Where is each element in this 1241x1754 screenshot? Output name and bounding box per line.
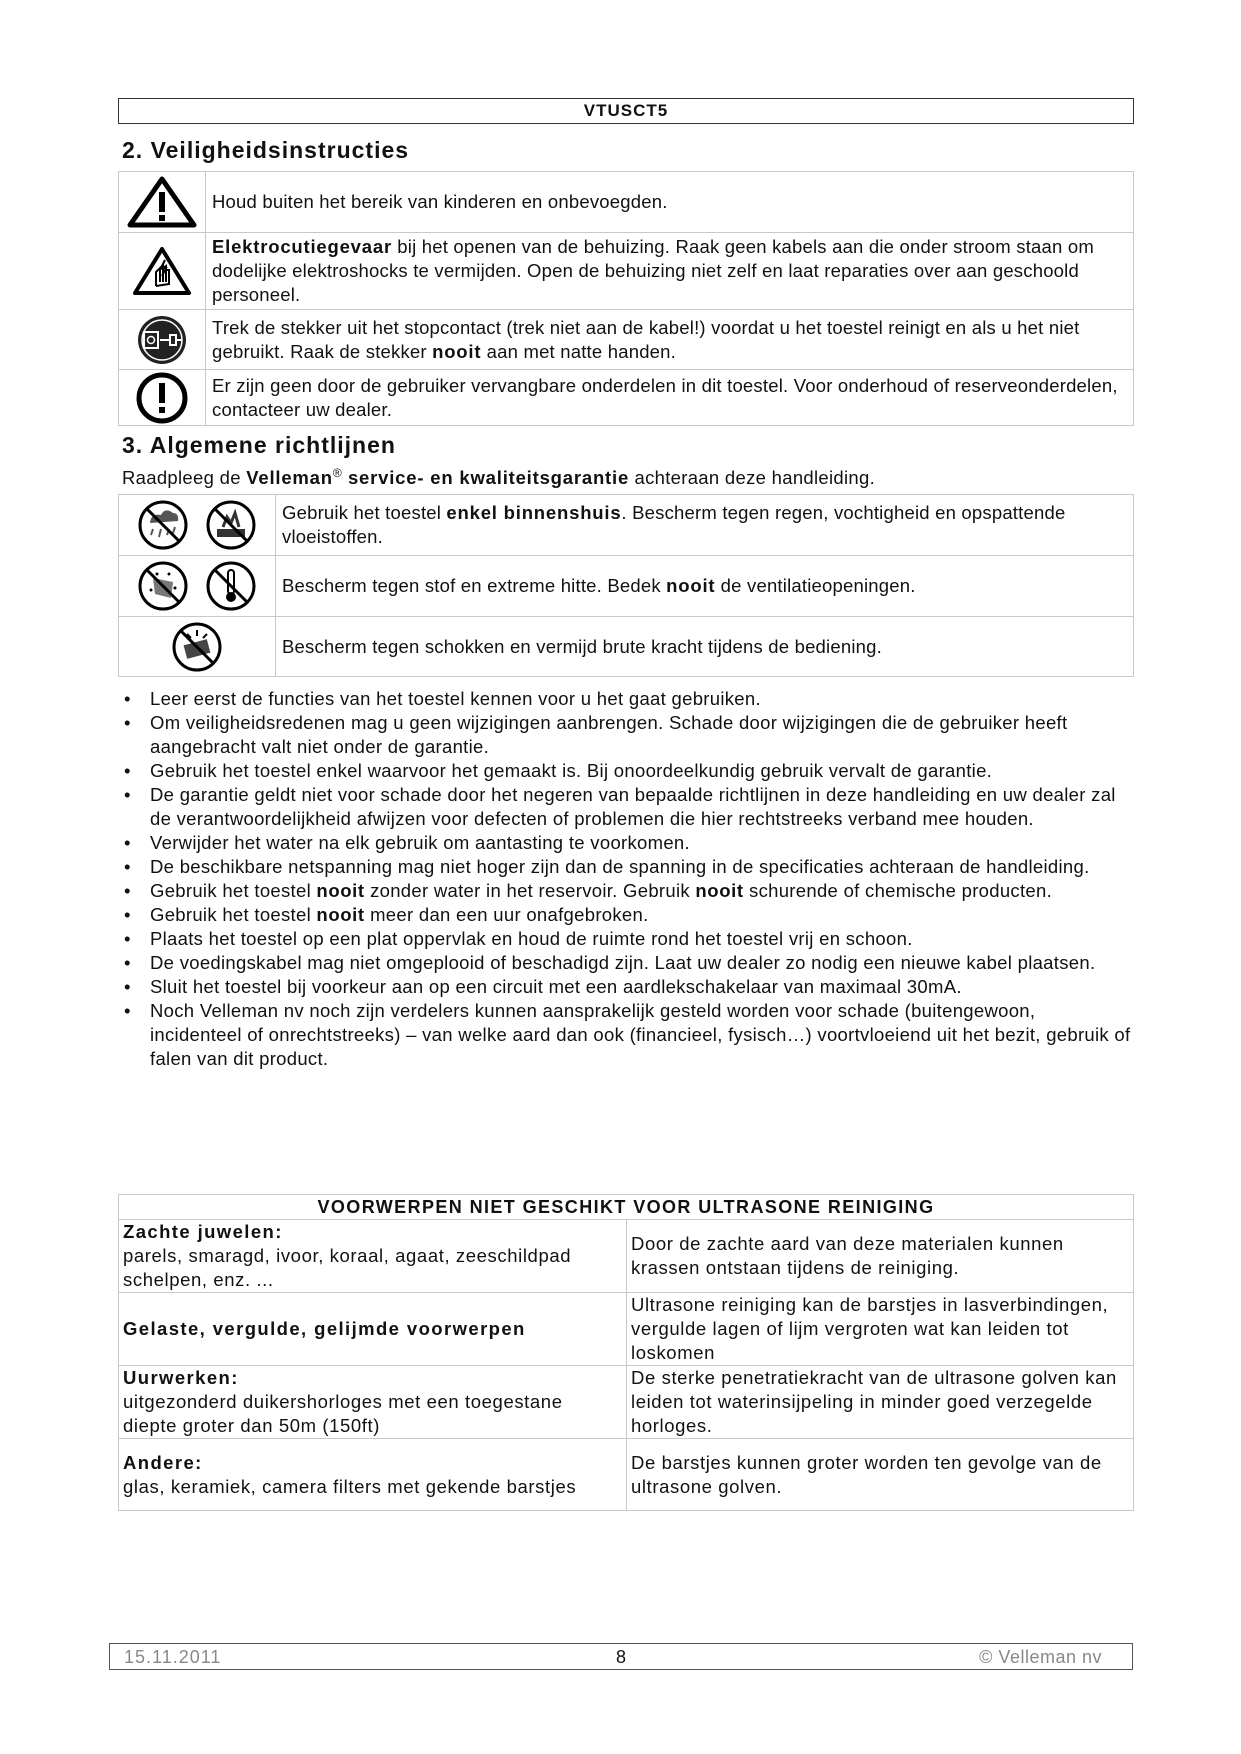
list-item: • Sluit het toestel bij voorkeur aan op een circuit met een aardlekschakelaar van maximaal 30mA. (122, 975, 1132, 999)
no-heat-icon (205, 560, 257, 612)
list-item: • De garantie geldt niet voor schade door het negeren van bepaalde richtlijnen in deze handleiding en uw dealer zal de verantwoordelijkheid afwijzen voor defecten of problemen die hier rechtstreeks verband mee houden. (122, 783, 1132, 831)
exclamation-circle-icon (134, 371, 190, 425)
model-number: VTUSCT5 (583, 101, 669, 120)
item-title: Uurwerken: (123, 1367, 239, 1388)
safety-bold: Elektrocutiegevaar (212, 236, 392, 257)
safety-row (119, 310, 1134, 370)
list-bold: nooit (316, 904, 365, 925)
no-rain-icon (137, 499, 189, 551)
electrocution-hazard-icon (132, 246, 192, 296)
document-header (118, 98, 1134, 124)
guideline-text: Gebruik het toestel (282, 502, 447, 523)
item-title: Zachte juwelen: (123, 1221, 283, 1242)
list-item: • Om veiligheidsredenen mag u geen wijzigingen aanbrengen. Schade door wijzigingen die de gebruiker heeft aangebracht valt niet onder de garantie. (122, 711, 1132, 759)
table-row (119, 1220, 1134, 1293)
table-row (119, 1439, 1134, 1511)
safety-row (119, 370, 1134, 426)
intro-text: Raadpleeg de (122, 467, 247, 489)
guideline-row (119, 556, 1134, 617)
list-item (122, 879, 1132, 903)
safety-text: Er zijn geen door de gebruiker vervangbare onderdelen in dit toestel. Voor onderhoud of reserveonderdelen, contacteer uw dealer. (212, 374, 1118, 420)
page-footer (109, 1643, 1133, 1670)
list-text: zonder water in het reservoir. Gebruik (364, 880, 696, 901)
item-title: Andere: (123, 1451, 203, 1473)
list-item (122, 903, 1132, 927)
list-bold: nooit (695, 880, 744, 901)
intro-bold: service- en kwaliteitsgarantie (342, 467, 630, 489)
item-cell (119, 1366, 627, 1439)
list-bold: nooit (316, 880, 365, 901)
list-item: • Verwijder het water na elk gebruik om aantasting te voorkomen. (122, 831, 1132, 855)
section-2-title: 2. Veiligheidsinstructies (122, 137, 410, 163)
no-shock-icon (169, 620, 225, 674)
table-row (119, 1366, 1134, 1439)
safety-text: Trek de stekker uit het stopcontact (trek niet aan de kabel!) voordat u het toestel reinigt en als u het niet gebruikt. Raak de stekker (212, 316, 1080, 362)
list-text: schurende of chemische producten. (743, 880, 1053, 901)
list-text: Gebruik het toestel (150, 904, 317, 925)
item-reason: De barstjes kunnen groter worden ten gevolge van de ultrasone golven. (627, 1439, 1134, 1511)
guideline-text: de ventilatieopeningen. (715, 575, 916, 596)
item-detail: glas, keramiek, camera filters met gekende barstjes (123, 1475, 577, 1497)
guideline-text: . Bescherm tegen regen, vochtigheid en opspattende vloeistoffen. (282, 502, 1066, 547)
list-item: • Gebruik het toestel enkel waarvoor het gemaakt is. Bij onoordeelkundig gebruik vervalt de garantie. (122, 759, 1132, 783)
item-detail: parels, smaragd, ivoor, koraal, agaat, zeeschildpad schelpen, enz. ... (123, 1245, 572, 1290)
safety-table (118, 171, 1134, 426)
no-splash-icon (205, 499, 257, 551)
list-text: meer dan een uur onafgebroken. (364, 904, 649, 925)
footer-copyright: © Velleman nv (979, 1647, 1102, 1667)
item-detail: uitgezonderd duikershorloges met een toegestane diepte groter dan 50m (150ft) (123, 1391, 563, 1436)
list-item: • Leer eerst de functies van het toestel kennen voor u het gaat gebruiken. (122, 687, 1132, 711)
list-text: Gebruik het toestel (150, 880, 317, 901)
unsuitable-items-table (118, 1194, 1134, 1511)
table-row (119, 1293, 1134, 1366)
list-item: • Noch Velleman nv noch zijn verdelers kunnen aansprakelijk gesteld worden voor schade (buitengewoon, incidenteel of onrechtstreeks) – van welke aard dan ook (financieel, fysisch…) voortvloeiend uit het bezit, gebruik of falen van dit product. (122, 999, 1132, 1071)
item-reason: De sterke penetratiekracht van de ultrasone golven kan leiden tot waterinsijpeling in minder goed verzegelde horloges. (627, 1366, 1134, 1439)
list-item: • Plaats het toestel op een plat oppervlak en houd de ruimte rond het toestel vrij en schoon. (122, 927, 1132, 951)
safety-bold: nooit (432, 340, 482, 362)
guideline-icons (119, 560, 275, 612)
guideline-text: Bescherm tegen schokken en vermijd brute kracht tijdens de bediening. (282, 635, 882, 657)
section-3-title: 3. Algemene richtlijnen (122, 432, 396, 458)
guidelines-table (118, 494, 1134, 677)
warning-triangle-icon (127, 176, 197, 228)
registered-mark: ® (332, 466, 343, 480)
item-title: Gelaste, vergulde, gelijmde voorwerpen (123, 1318, 526, 1339)
item-cell (119, 1220, 627, 1293)
table-heading: VOORWERPEN NIET GESCHIKT VOOR ULTRASONE REINIGING (119, 1195, 1134, 1220)
safety-text: bij het openen van de behuizing. Raak geen kabels aan die onder stroom staan om dodelijke elektroshocks te vermijden. Open de behuizing niet zelf en laat reparaties over aan geschoold personeel. (212, 236, 1094, 305)
safety-text: aan met natte handen. (481, 340, 676, 362)
guideline-bold: enkel binnenshuis (446, 502, 622, 523)
item-reason: Ultrasone reiniging kan de barstjes in lasverbindingen, vergulde lagen of lijm vergroten wat kan leiden tot loskomen (627, 1293, 1134, 1366)
safety-text: Houd buiten het bereik van kinderen en onbevoegden. (212, 191, 668, 212)
warranty-intro (122, 466, 875, 489)
guideline-row (119, 495, 1134, 556)
brand-name: Velleman (246, 467, 333, 489)
safety-row (119, 172, 1134, 233)
footer-date: 15.11.2011 (124, 1647, 222, 1667)
guideline-text: Bescherm tegen stof en extreme hitte. Bedek (282, 575, 667, 596)
table-header-row (119, 1195, 1134, 1220)
guideline-row (119, 617, 1134, 677)
safety-row (119, 233, 1134, 310)
list-item: • De beschikbare netspanning mag niet hoger zijn dan de spanning in de specificaties achteraan de handleiding. (122, 855, 1132, 879)
page-number: 8 (615, 1647, 626, 1667)
guideline-icons (119, 499, 275, 551)
item-reason: Door de zachte aard van deze materialen kunnen krassen ontstaan tijdens de reiniging. (627, 1220, 1134, 1293)
intro-text: achteraan deze handleiding. (629, 467, 876, 489)
guideline-bold: nooit (666, 575, 716, 596)
unplug-icon (134, 313, 190, 367)
no-dust-icon (137, 560, 189, 612)
item-cell (119, 1293, 627, 1366)
guidelines-list (122, 687, 1132, 1071)
item-cell (119, 1439, 627, 1511)
list-item: • De voedingskabel mag niet omgeplooid of beschadigd zijn. Laat uw dealer zo nodig een nieuwe kabel plaatsen. (122, 951, 1132, 975)
